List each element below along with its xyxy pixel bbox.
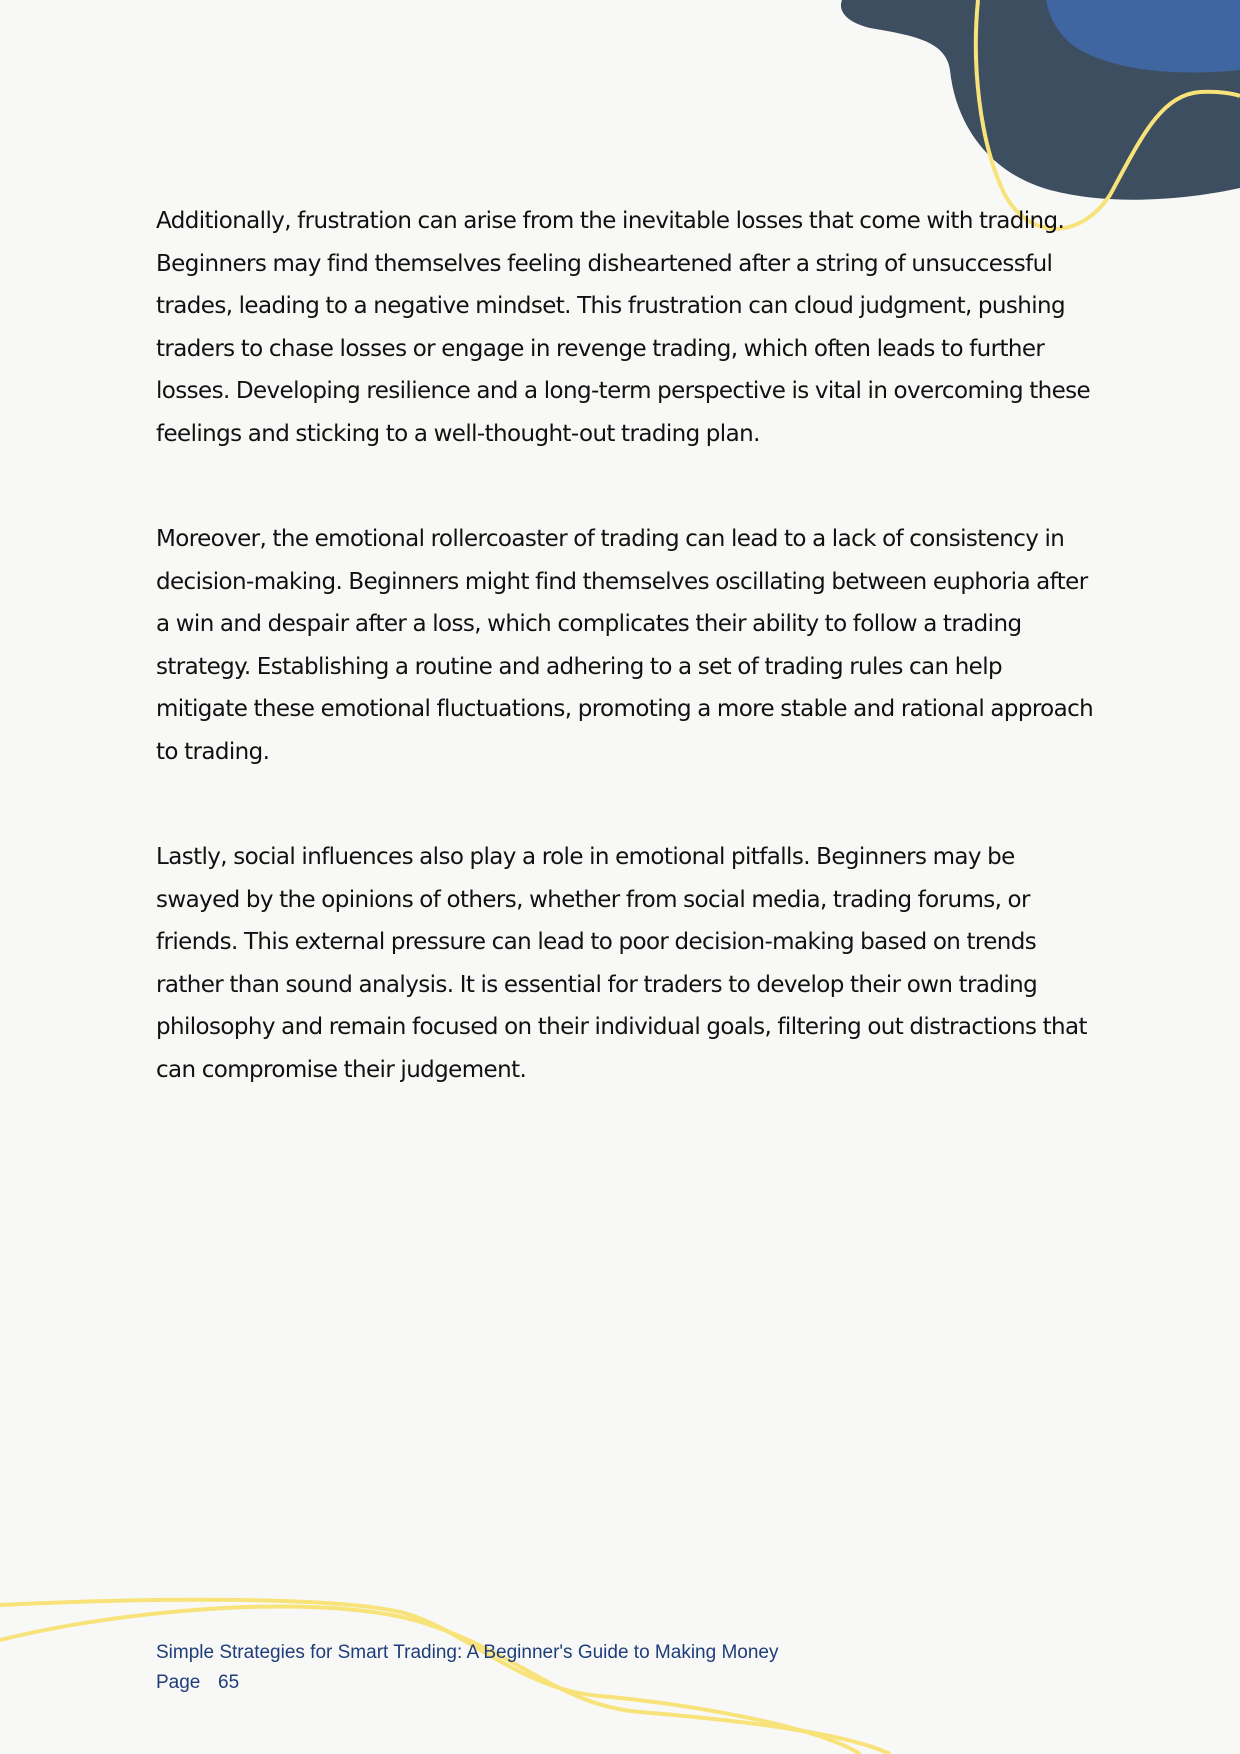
page-footer <box>156 1638 779 1698</box>
footer-page-number: 65 <box>218 1672 240 1693</box>
paragraph-consistency: Moreover, the emotional rollercoaster of trading can lead to a lack of consistency in decision-making. Beginners might find themselves oscillating between euphoria after a win and despair after a loss, which complicates their ability to follow a trading strategy. Establishing a routine and adhering to a set of trading rules can help mitigate these emotional fluctuations, promoting a more stable and rational approach to trading. <box>156 526 1094 765</box>
footer-page-info <box>156 1668 779 1698</box>
footer-page-label: Page <box>156 1672 201 1693</box>
page-body <box>156 200 1096 1154</box>
footer-book-title: Simple Strategies for Smart Trading: A Beginner's Guide to Making Money <box>156 1642 779 1663</box>
paragraph-social-influences: Lastly, social influences also play a role in emotional pitfalls. Beginners may be swayed by the opinions of others, whether from social media, trading forums, or friends. This external pressure can lead to poor decision-making based on trends rather than sound analysis. It is essential for traders to develop their own trading philosophy and remain focused on their individual goals, filtering out distractions that can compromise their judgement. <box>156 844 1087 1083</box>
paragraph-frustration: Additionally, frustration can arise from the inevitable losses that come with trading. Beginners may find themselves feeling disheartened after a string of unsuccessful trades, leading to a negative mindset. This frustration can cloud judgment, pushing traders to chase losses or engage in revenge trading, which often leads to further losses. Developing resilience and a long-term perspective is vital in overcoming these feelings and sticking to a well-thought-out trading plan. <box>156 208 1091 447</box>
